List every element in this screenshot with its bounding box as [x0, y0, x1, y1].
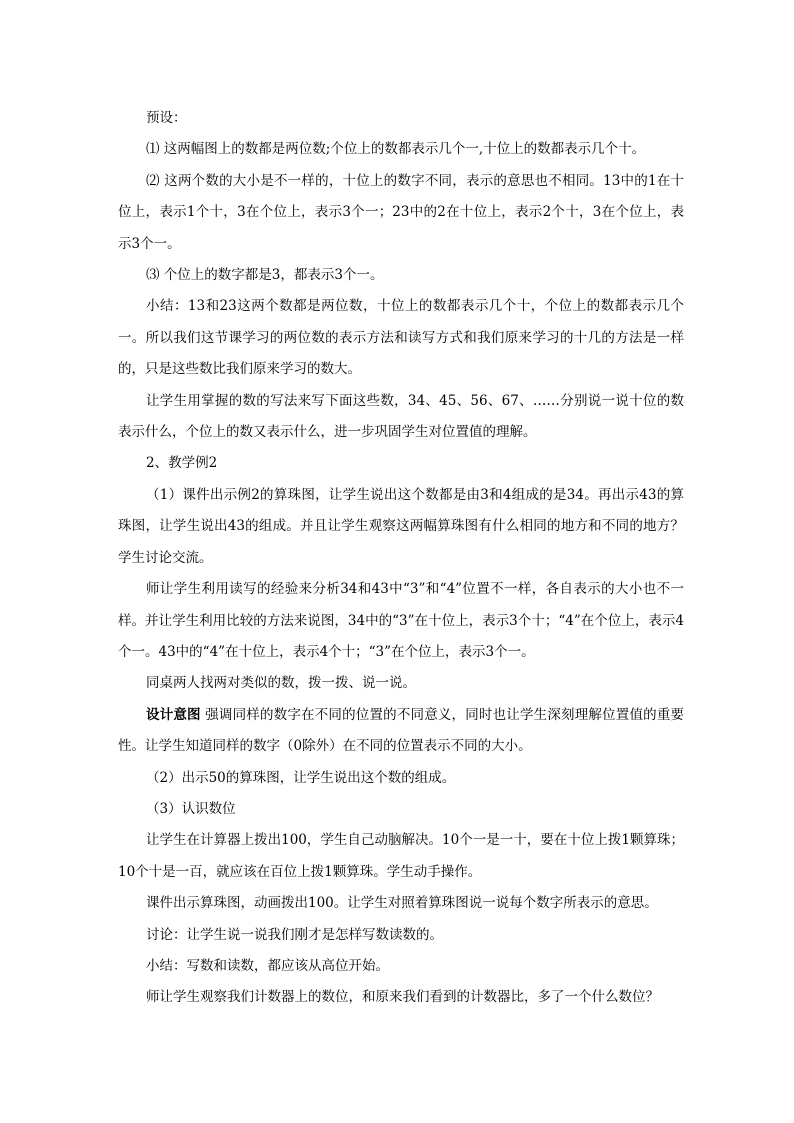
paragraph-pair-activity: 同桌两人找两对类似的数，拨一拨、说一说。: [146, 675, 416, 692]
document-body: [118, 103, 684, 1014]
paragraph-example-step-2: （2）出示50的算珠图，让学生说出这个数的组成。: [146, 769, 456, 786]
paragraph-example-step-1: （1）课件出示例2的算珠图，让学生说出这个数都是由3和4组成的是34。再出示43的算珠图，让学生说出43的组成。并且让学生观察这两幅算珠图有什么相同的地方和不同的地方？学生讨论交流。: [118, 486, 684, 566]
paragraph-preset-1: ⑴ 这两幅图上的数都是两位数;个位上的数都表示几个一,十位上的数都表示几个十。: [146, 141, 646, 158]
paragraph-calculator: 让学生在计算器上拨出100，学生自己动脑解决。10个一是一十，要在十位上拨1颗算珠；10个十是一百，就应该在百位上拨1颗算珠。学生动手操作。: [118, 832, 684, 880]
paragraph-teacher-analysis: 师让学生利用读写的经验来分析34和43中“3”和“4”位置不一样，各自表示的大小也不一样。并让学生利用比较的方法来说图，34中的“3”在十位上，表示3个十；“4”在个位上，表示4个一。43中的“4”在十位上，表示4个十；“3”在个位上，表示3个一。: [118, 581, 684, 660]
design-intent-label: 设计意图: [146, 706, 201, 723]
paragraph-observe-digits: 师让学生观察我们计数器上的数位，和原来我们看到的计数器比，多了一个什么数位？: [146, 989, 659, 1006]
paragraph-preset-2: ⑵ 这两个数的大小是不一样的，十位上的数字不同，表示的意思也不相同。13中的1在十位上，表示1个十，3在个位上，表示3个一；23中的2在十位上，表示2个十，3在个位上，表示3个一。: [118, 172, 684, 252]
paragraph-example-step-3: （3）认识数位: [146, 800, 236, 817]
paragraph-preset-3: ⑶ 个位上的数字都是3，都表示3个一。: [146, 267, 384, 284]
paragraph-discussion: 讨论：让学生说一说我们刚才是怎样写数读数的。: [146, 926, 443, 943]
paragraph-preset-heading: 预设：: [146, 110, 187, 126]
design-intent-text: 强调同样的数字在不同的位置的不同意义，同时也让学生深刻理解位置值的重要性。让学生知道同样的数字（0除外）在不同的位置表示不同的大小。: [118, 706, 685, 755]
paragraph-write-numbers: 让学生用掌握的数的写法来写下面这些数，34、45、56、67、……分别说一说十位的数表示什么，个位上的数又表示什么，进一步巩固学生对位置值的理解。: [118, 392, 684, 441]
paragraph-example-heading: 2、教学例2: [146, 455, 218, 472]
paragraph-summary-2: 小结：写数和读数，都应该从高位开始。: [146, 957, 389, 974]
paragraph-design-intent: [118, 700, 684, 763]
paragraph-courseware: 课件出示算珠图，动画拨出100。让学生对照着算珠图说一说每个数字所表示的意思。: [146, 895, 658, 912]
paragraph-summary: 小结：13和23这两个数都是两位数，十位上的数都表示几个十，个位上的数都表示几个一。所以我们这节课学习的两位数的表示方法和读写方式和我们原来学习的十几的方法是一样的，只是这些数比我们原来学习的数大。: [118, 298, 684, 378]
